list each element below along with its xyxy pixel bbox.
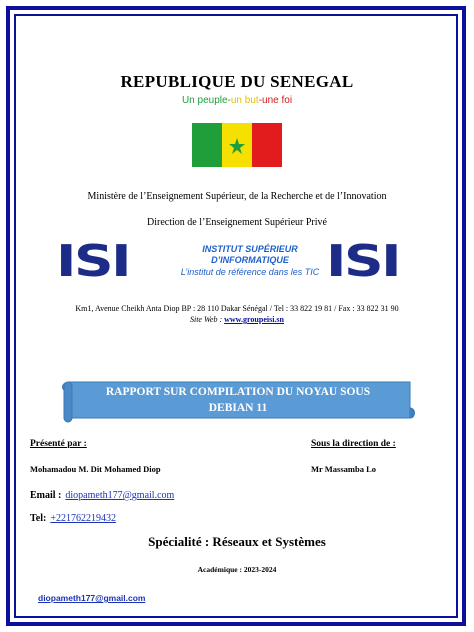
- academic-year: Académique : 2023-2024: [197, 565, 277, 574]
- flag-star-icon: [222, 123, 252, 167]
- direction-line: Direction de l’Enseignement Supérieur Privé: [147, 217, 327, 228]
- isi-logo-left: ISI: [56, 236, 130, 287]
- motto-part-2: un but: [230, 95, 259, 106]
- institute-line-2: D’INFORMATIQUE: [211, 255, 289, 265]
- presenter-name: Mohamadou M. Dit Mohamed Diop: [30, 464, 161, 474]
- motto-part-3: -une foi: [258, 95, 293, 106]
- report-title: [90, 384, 386, 416]
- country-title: REPUBLIQUE DU SENEGAL: [120, 72, 354, 91]
- tel-label: Tel:: [30, 513, 47, 524]
- website-link[interactable]: www.groupeisi.sn: [224, 315, 284, 324]
- isi-logo-right: ISI: [326, 236, 400, 287]
- address-line: Km1, Avenue Cheikh Anta Diop BP : 28 110 Dakar Sénégal / Tel : 33 822 19 81 / Fax : 33 822 31 90: [75, 304, 399, 313]
- institute-line-1: INSTITUT SUPÉRIEUR: [202, 244, 298, 254]
- email-link[interactable]: diopameth177@gmail.com: [65, 490, 175, 501]
- presenter-label: Présenté par :: [30, 439, 87, 449]
- website-line: [0, 315, 474, 324]
- tel-row: [30, 508, 116, 526]
- tel-link[interactable]: +221762219432: [50, 513, 116, 524]
- supervisor-name: Mr Massamba Lo: [311, 464, 377, 474]
- report-title-line-2: DEBIAN 11: [208, 402, 268, 414]
- senegal-flag: [192, 123, 282, 167]
- supervisor-label: Sous la direction de :: [311, 439, 396, 449]
- institute-tagline: L’institut de référence dans les TIC: [180, 267, 320, 277]
- specialty: Spécialité : Réseaux et Systèmes: [148, 534, 326, 549]
- email-label: Email :: [30, 490, 62, 501]
- ministry-line: Ministère de l’Enseignement Supérieur, de la Recherche et de l’Innovation: [87, 191, 387, 202]
- institute-name: [160, 244, 340, 278]
- footer-email-link[interactable]: diopameth177@gmail.com: [38, 593, 146, 603]
- email-row: [30, 485, 174, 503]
- motto-part-1: Un peuple-: [181, 95, 231, 106]
- report-title-line-1: RAPPORT SUR COMPILATION DU NOYAU SOUS: [105, 386, 371, 398]
- website-label: Site Web :: [189, 315, 223, 324]
- national-motto: [0, 95, 474, 106]
